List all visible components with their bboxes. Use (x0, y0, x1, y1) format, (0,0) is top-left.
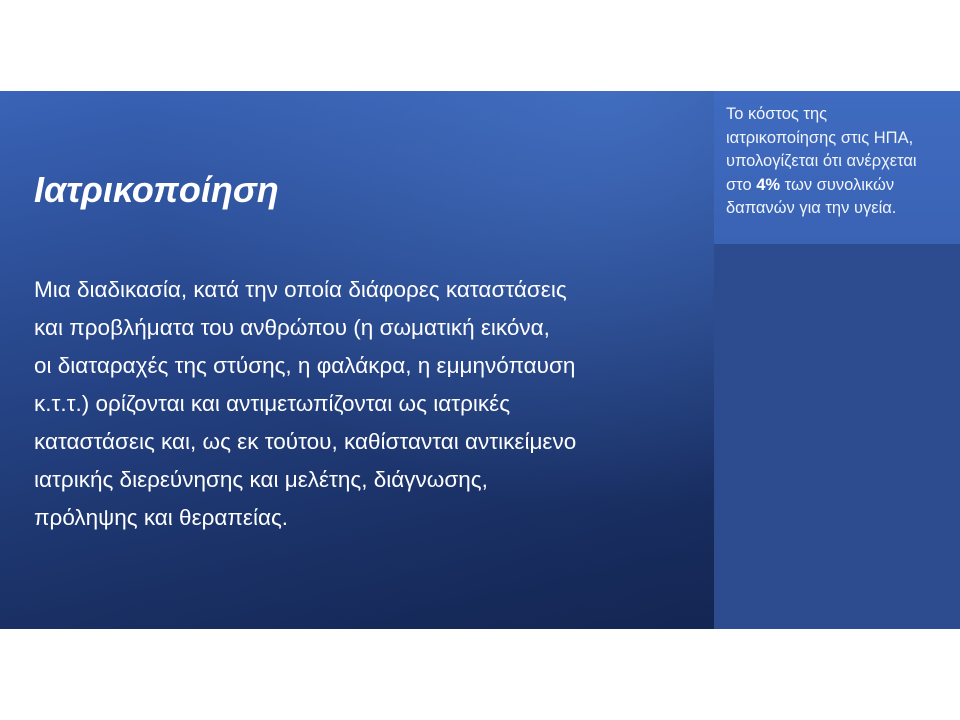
callout-line-percent (726, 174, 954, 198)
body-line: ιατρικής διερεύνησης και μελέτης, διάγνωσης, (34, 467, 488, 492)
callout-line: ιατρικοποίησης στις ΗΠΑ, (726, 128, 914, 147)
slide-title: Ιατρικοποίηση (34, 169, 279, 210)
cost-callout (714, 91, 960, 244)
main-panel (0, 91, 714, 629)
side-panel (714, 91, 960, 629)
percent-value: 4% (756, 175, 781, 194)
callout-prefix: στο (726, 175, 757, 194)
cost-callout-text (726, 103, 954, 221)
slide (0, 91, 960, 629)
body-line: κ.τ.τ.) ορίζονται και αντιμετωπίζονται ως ιατρικές (34, 391, 511, 416)
body-line: πρόληψης και θεραπείας. (34, 505, 289, 530)
slide-body (34, 271, 704, 537)
callout-line: Το κόστος της (726, 105, 828, 123)
callout-line: υπολογίζεται ότι ανέρχεται (726, 152, 917, 170)
body-line: οι διαταραχές της στύσης, η φαλάκρα, η εμμηνόπαυση (34, 353, 576, 378)
body-line: και προβλήματα του ανθρώπου (η σωματική εικόνα, (34, 315, 550, 340)
callout-line: δαπανών για την υγεία. (726, 199, 897, 217)
body-line: καταστάσεις και, ως εκ τούτου, καθίστανται αντικείμενο (34, 429, 577, 454)
callout-suffix: των συνολικών (780, 175, 895, 194)
body-line: Μια διαδικασία, κατά την οποία διάφορες καταστάσεις (34, 277, 567, 302)
